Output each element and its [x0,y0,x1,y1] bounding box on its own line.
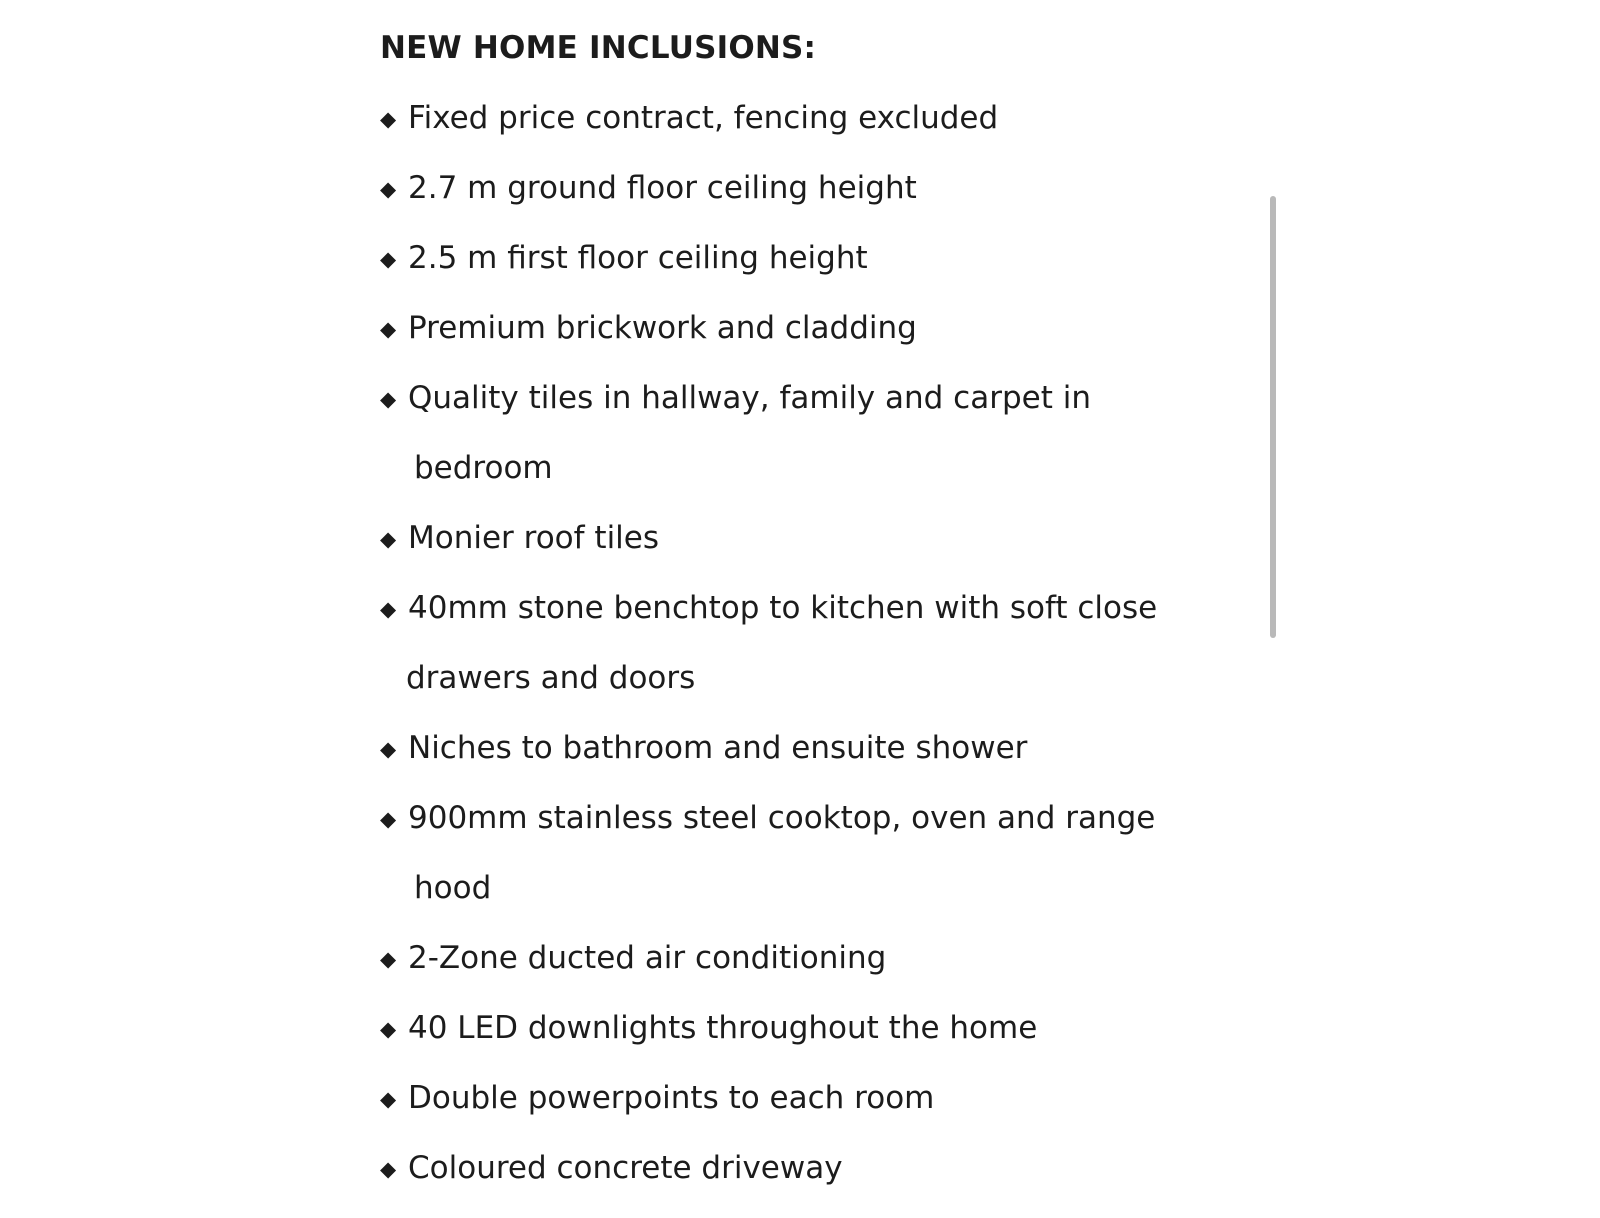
diamond-bullet-icon: ◆ [380,1087,397,1111]
item-text: 40mm stone benchtop to kitchen with soft close [408,590,1158,626]
item-text-continued: bedroom [414,450,553,486]
list-item [380,308,1240,378]
list-item [380,1148,1240,1218]
list-item [380,1078,1240,1148]
diamond-bullet-icon: ◆ [380,737,397,761]
item-text: Niches to bathroom and ensuite shower [408,730,1028,766]
diamond-bullet-icon: ◆ [380,317,397,341]
inclusions-panel [380,28,1240,1218]
list-item [380,588,1240,728]
item-text: 2-Zone ducted air conditioning [408,940,887,976]
list-item [380,728,1240,798]
item-text: Fixed price contract, fencing excluded [408,100,999,136]
list-item [380,798,1240,938]
diamond-bullet-icon: ◆ [380,247,397,271]
item-text: 2.7 m ground floor ceiling height [408,170,917,206]
diamond-bullet-icon: ◆ [380,807,397,831]
item-text: Coloured concrete driveway [408,1150,843,1186]
inclusions-list [380,98,1240,1218]
diamond-bullet-icon: ◆ [380,107,397,131]
list-item [380,1008,1240,1078]
diamond-bullet-icon: ◆ [380,387,397,411]
list-item [380,938,1240,1008]
item-text: Quality tiles in hallway, family and carpet in [408,380,1091,416]
list-item [380,98,1240,168]
item-text: 2.5 m first floor ceiling height [408,240,868,276]
diamond-bullet-icon: ◆ [380,947,397,971]
item-text: Monier roof tiles [408,520,660,556]
item-text-continued: hood [414,870,492,906]
diamond-bullet-icon: ◆ [380,177,397,201]
page-title: NEW HOME INCLUSIONS: [380,30,817,66]
scrollbar-thumb[interactable] [1270,196,1276,638]
diamond-bullet-icon: ◆ [380,527,397,551]
item-text-continued: drawers and doors [406,660,696,696]
diamond-bullet-icon: ◆ [380,1157,397,1181]
item-text: 40 LED downlights throughout the home [408,1010,1038,1046]
item-text: 900mm stainless steel cooktop, oven and range [408,800,1156,836]
item-text: Premium brickwork and cladding [408,310,917,346]
item-text: Double powerpoints to each room [408,1080,935,1116]
list-item [380,238,1240,308]
diamond-bullet-icon: ◆ [380,597,397,621]
list-item [380,518,1240,588]
list-item [380,168,1240,238]
list-item [380,378,1240,518]
diamond-bullet-icon: ◆ [380,1017,397,1041]
